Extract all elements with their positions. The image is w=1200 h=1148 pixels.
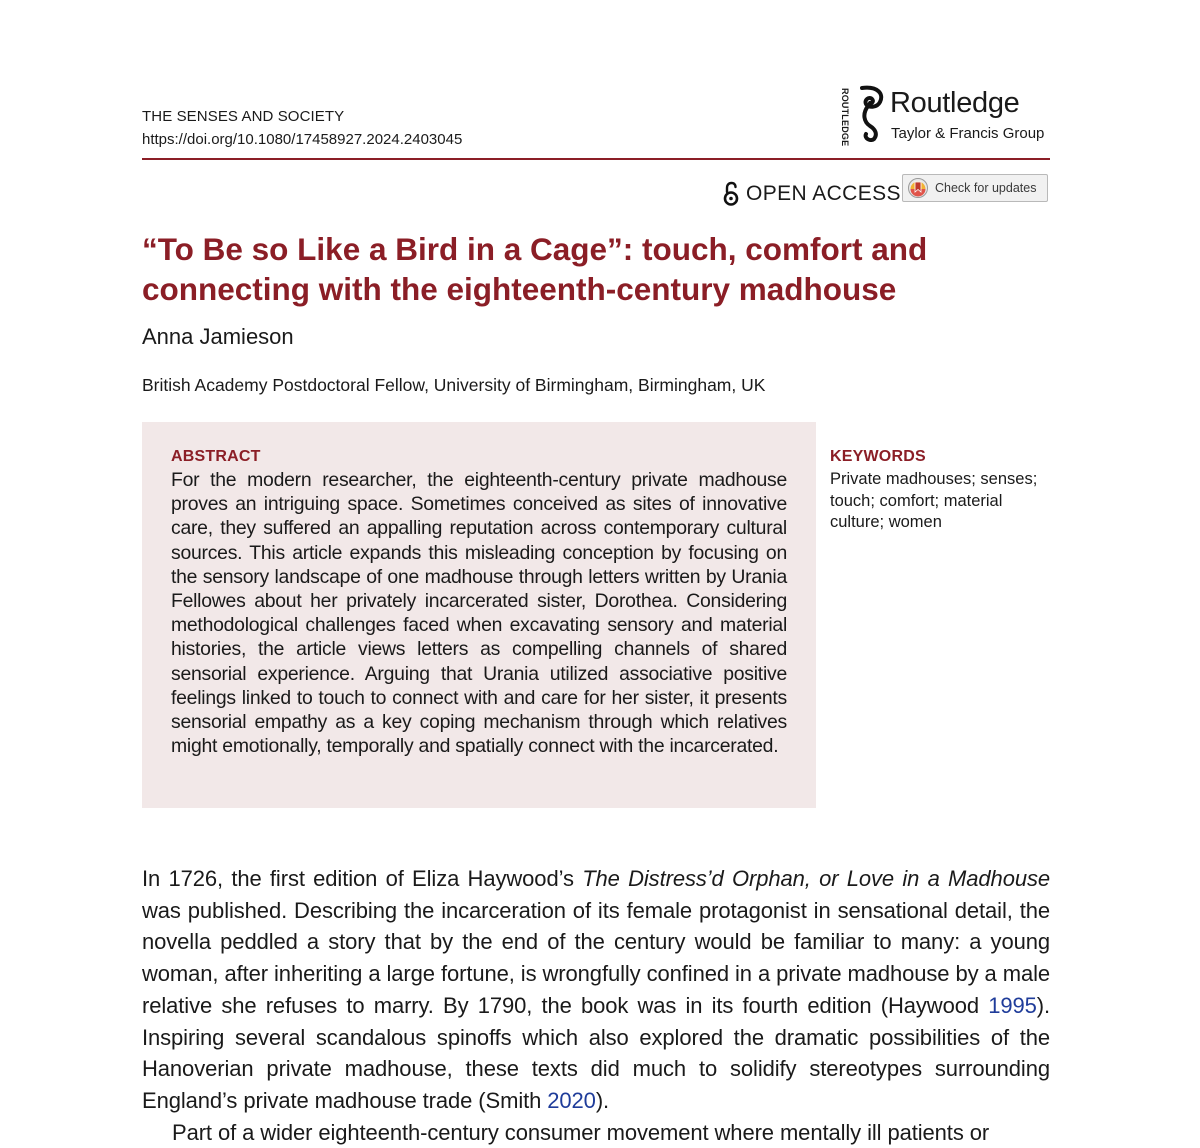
journal-name: THE SENSES AND SOCIETY: [142, 108, 345, 125]
publisher-logo-side-text: ROUTLEDGE: [840, 88, 850, 147]
routledge-logo-icon: [856, 84, 886, 142]
abstract-heading: ABSTRACT: [171, 448, 261, 465]
book-title: The Distress’d Orphan, or Love in a Madhouse: [582, 866, 1050, 891]
body-paragraph: [142, 863, 1050, 1117]
body-text-run: In 1726, the first edition of Eliza Haywood’s: [142, 866, 583, 891]
body-text-run: ). Inspiring several scandalous spinoffs which also explored the dramatic possibilities of the Hanoverian private madhouse, these texts did much to solidify stereotypes surrounding England’s private madhouse trade (Smith: [142, 992, 1050, 1113]
author-affiliation: British Academy Postdoctoral Fellow, University of Birmingham, Birmingham, UK: [142, 375, 766, 395]
open-access-badge: [722, 180, 901, 208]
check-updates-label: Check for updates: [935, 181, 1037, 195]
check-for-updates-button[interactable]: [902, 174, 1048, 202]
abstract-text: For the modern researcher, the eighteenth-century private madhouse proves an intriguing space. Sometimes conceived as sites of innovative care, they suffered an appalling reputation across contemporary cultural sources. This article expands this misleading conception by focusing on the sensory landscape of one madhouse through letters written by Urania Fellowes about her privately incarcerated sister, Dorothea. Considering methodological challenges faced when excavating sensory and material histories, the article views letters as compelling channels of shared sensorial experience. Arguing that Urania utilized associative positive feelings linked to touch to connect with and care for her sister, it presents sensorial empathy as a key coping mechanism through which relatives might emotionally, temporally and spatially connect with the incarcerated.: [171, 469, 787, 758]
open-access-label: OPEN ACCESS: [746, 182, 901, 205]
publisher-name: Routledge: [890, 87, 1020, 119]
citation-link[interactable]: 2020: [547, 1087, 596, 1113]
abstract-box: [142, 422, 816, 808]
keywords-heading: KEYWORDS: [830, 448, 926, 465]
body-text-run: was published. Describing the incarceration of its female protagonist in sensational detail, the novella peddled a story that by the end of the century would be familiar to many: a young woman, after inheriting a large fortune, is wrongfully confined in a private madhouse by a male relative she refuses to marry. By 1790, the book was in its fourth edition (Haywood: [142, 897, 1050, 1018]
open-lock-icon: [722, 181, 740, 207]
author-name[interactable]: Anna Jamieson: [142, 324, 294, 349]
article-body: [142, 863, 1050, 1148]
body-paragraph: Part of a wider eighteenth-century consumer movement where mentally ill patients or: [172, 1119, 990, 1145]
body-text-run: ).: [595, 1087, 610, 1113]
citation-link[interactable]: 1995: [988, 992, 1037, 1018]
publisher-group: Taylor & Francis Group: [891, 125, 1045, 142]
article-title: “To Be so Like a Bird in a Cage”: touch, comfort and connecting with the eighteenth-century madhouse: [142, 231, 928, 307]
journal-doi-link[interactable]: https://doi.org/10.1080/17458927.2024.2403045: [142, 131, 463, 148]
keywords-list: Private madhouses; senses; touch; comfort; material culture; women: [830, 470, 1038, 531]
header-divider: [142, 158, 1050, 160]
check-updates-icon: [907, 177, 929, 199]
